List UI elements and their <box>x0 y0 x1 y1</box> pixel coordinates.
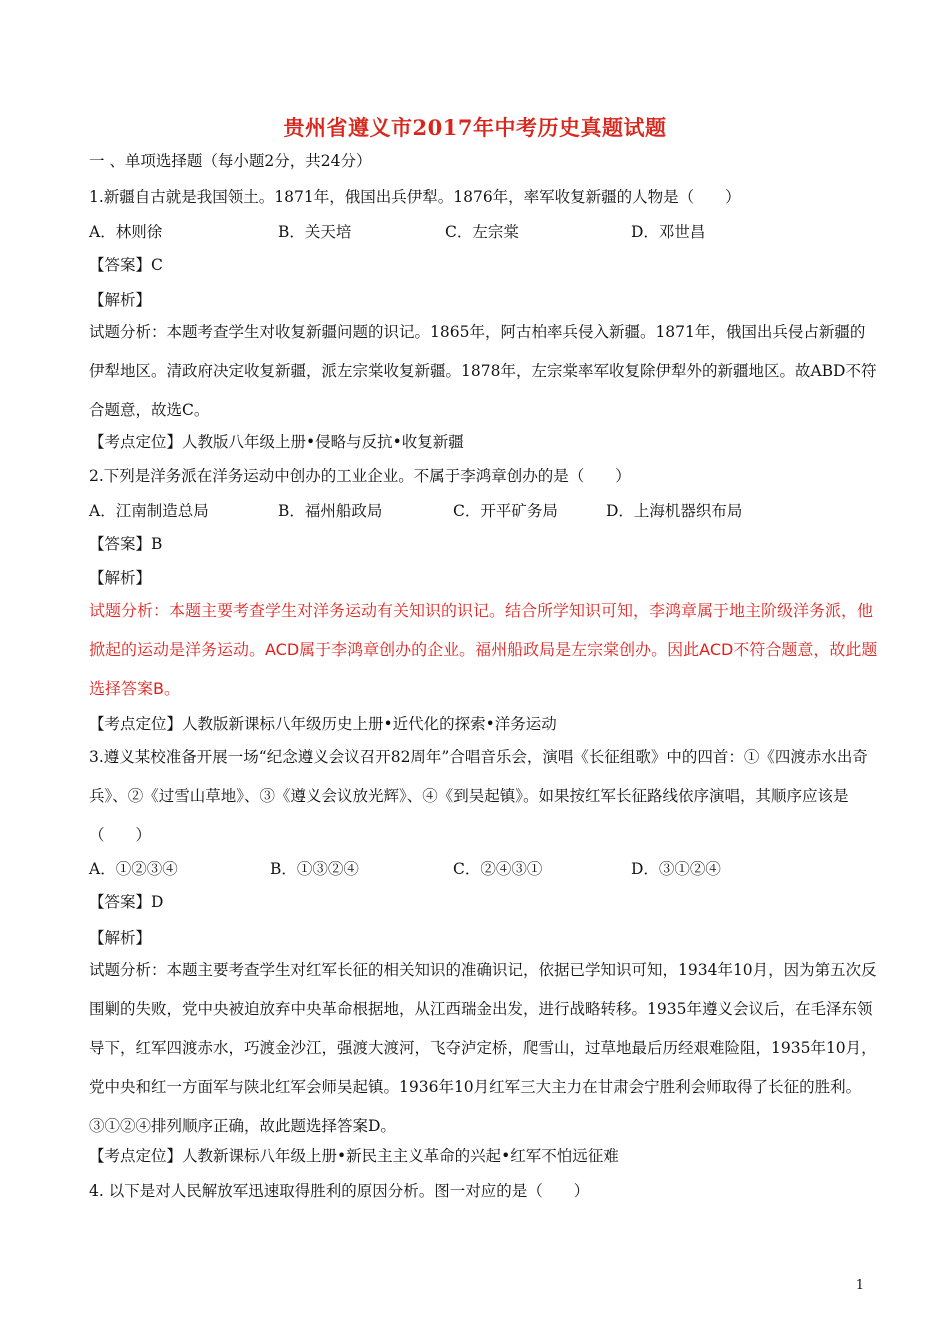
question-1-kaodian: 【考点定位】人教版八年级上册•侵略与反抗•收复新疆 <box>89 433 464 451</box>
question-2-answer: 【答案】B <box>89 535 163 553</box>
question-2-kaodian: 【考点定位】人教版新课标八年级历史上册•近代化的探索•洋务运动 <box>89 715 557 733</box>
question-1-stem: 1.新疆自古就是我国领土。1871年，俄国出兵伊犁。1876年，率军收复新疆的人物是（ ） <box>89 188 741 206</box>
question-1-analysis: 试题分析：本题考查学生对收复新疆问题的识记。1865年，阿古柏率兵侵入新疆。1871年，俄国出兵侵占新疆的伊犁地区。清政府决定收复新疆，派左宗棠收复新疆。1878年，左宗棠率军收复除伊犁外的新疆地区。故ABD不符合题意，故选C。 <box>89 323 877 419</box>
question-3-option-a: A．①②③④ <box>89 860 178 878</box>
question-4-stem: 4. 以下是对人民解放军迅速取得胜利的原因分析。图一对应的是（ ） <box>89 1182 590 1200</box>
question-2-option-d: D．上海机器织布局 <box>606 502 743 520</box>
question-3-stem: 3.遵义某校准备开展一场“纪念遵义会议召开82周年”合唱音乐会，演唱《长征组歌》中的四首：①《四渡赤水出奇兵》、②《过雪山草地》、③《遵义会议放光辉》、④《到吴起镇》。如果按红军长征路线依序演唱，其顺序应该是（ ） <box>89 748 868 844</box>
question-1-option-a: A．林则徐 <box>89 223 163 241</box>
question-3-analysis-label: 【解析】 <box>89 929 152 947</box>
question-1-option-b: B．关天培 <box>278 223 352 241</box>
question-2-option-b: B．福州船政局 <box>278 502 383 520</box>
question-1-option-c: C．左宗棠 <box>445 223 519 241</box>
question-2-analysis-label: 【解析】 <box>89 569 152 587</box>
question-3-option-d: D．③①②④ <box>631 860 721 878</box>
question-1-analysis-label: 【解析】 <box>89 291 152 309</box>
question-1-option-d: D．邓世昌 <box>631 223 706 241</box>
question-3-option-b: B．①③②④ <box>270 860 359 878</box>
question-3-option-c: C．②④③① <box>453 860 543 878</box>
question-3-analysis: 试题分析：本题主要考查学生对红军长征的相关知识的准确识记，依据已学知识可知，1934年10月，因为第五次反围剿的失败，党中央被迫放弃中央革命根据地，从江西瑞金出发，进行战略转移。1935年遵义会议后，在毛泽东领导下，红军四渡赤水，巧渡金沙江，强渡大渡河，飞夺泸定桥，爬雪山，过草地最后历经艰难险阻，1935年10月，党中央和红一方面军与陕北红军会师吴起镇。1936年10月红军三大主力在甘肃会宁胜利会师取得了长征的胜利。③①②④排列顺序正确，故此题选择答案D。 <box>89 961 877 1135</box>
question-1-answer: 【答案】C <box>89 256 163 274</box>
document-title: 贵州省遵义市2017年中考历史真题试题 <box>283 115 667 140</box>
question-2-option-a: A．江南制造总局 <box>89 502 209 520</box>
question-2-option-c: C．开平矿务局 <box>453 502 558 520</box>
page-number: 1 <box>855 1278 864 1293</box>
question-2-analysis: 试题分析：本题主要考查学生对洋务运动有关知识的识记。结合所学知识可知，李鸿章属于地主阶级洋务派，他掀起的运动是洋务运动。ACD属于李鸿章创办的企业。福州船政局是左宗棠创办。因此ACD不符合题意，故此题选择答案B。 <box>89 601 878 698</box>
question-3-kaodian: 【考点定位】人教新课标八年级上册•新民主主义革命的兴起•红军不怕远征难 <box>89 1147 619 1165</box>
question-2-stem: 2.下列是洋务派在洋务运动中创办的工业企业。不属于李鸿章创办的是（ ） <box>89 467 631 485</box>
section-heading: 一 、单项选择题（每小题2分，共24分） <box>89 152 372 170</box>
question-3-answer: 【答案】D <box>89 893 164 911</box>
